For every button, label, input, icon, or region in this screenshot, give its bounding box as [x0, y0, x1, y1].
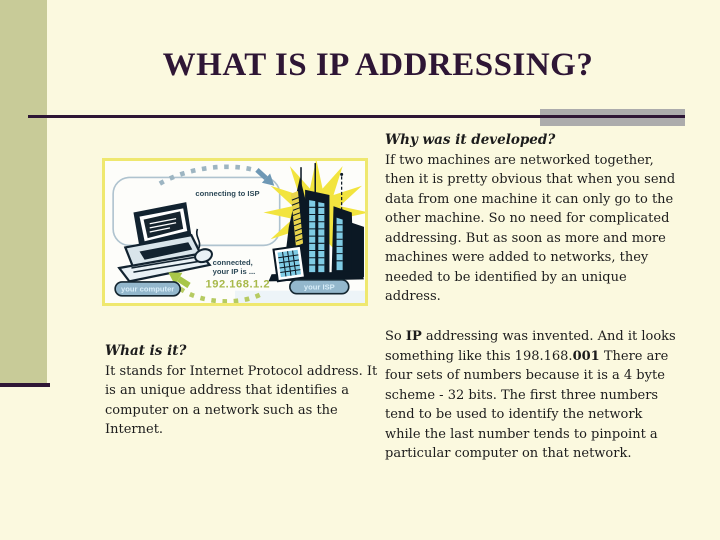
why-developed-body: If two machines are networked together, then it is pretty obvious that when you send data from one machine it can only go to the other machine. So no need for complicated addressing. But as soon as more and more machines were added to networks, they needed to be identified by an unique address. [385, 152, 676, 304]
tower-far-right [352, 223, 364, 278]
left-band-underline [0, 383, 50, 387]
what-is-it-block [105, 342, 381, 440]
title-rule [28, 115, 685, 118]
why-developed-block [385, 131, 679, 307]
slide-title: WHAT IS IP ADDRESSING? [162, 47, 594, 83]
connecting-to-isp-label: connecting to ISP [195, 188, 260, 198]
what-is-it-heading: What is it? [105, 343, 187, 359]
front-building [274, 246, 306, 281]
window-band [318, 202, 324, 272]
tower-middle [305, 190, 329, 277]
so-ip-addressing-body: So IP addressing was invented. And it looks something like this 198.168.001 There are four sets of numbers because it is a 4 byte scheme - 32 bits. The first three numbers tend to be used to identify the network while the last number tends to pinpoint a particular computer on that network. [385, 329, 676, 461]
why-developed-heading: Why was it developed? [385, 132, 556, 148]
ip-address-text: 192.168.1.2 [205, 278, 271, 291]
your-computer-label: your computer [121, 284, 175, 294]
connected-label-line1: connected, [212, 257, 253, 267]
connected-label-line2: your IP is ... [212, 267, 256, 277]
what-is-it-body: It stands for Internet Protocol address. It is an unique address that identifies a computer on a network such as the Internet. [105, 363, 378, 437]
isp-connection-figure [102, 158, 368, 306]
your-isp-label: your ISP [303, 282, 335, 292]
so-ip-addressing-block [385, 327, 679, 464]
isp-connection-svg [105, 161, 365, 303]
window-band [337, 218, 343, 270]
antenna-tip [340, 173, 343, 176]
